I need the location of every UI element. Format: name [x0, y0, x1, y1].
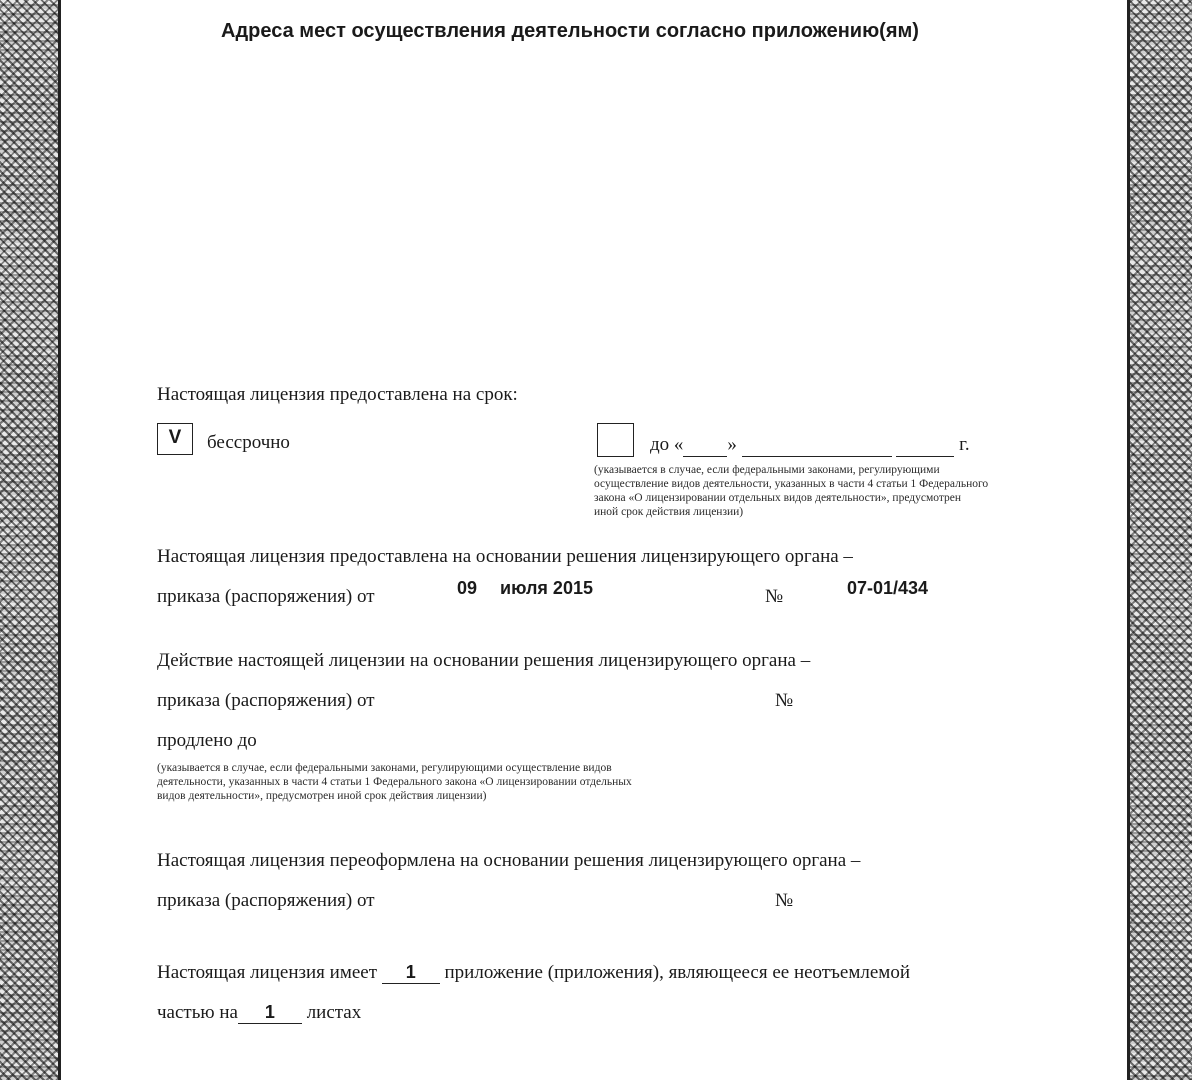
- until-month-blank: [742, 434, 892, 457]
- term-note-line: иной срок действия лицензии): [594, 506, 744, 518]
- until-prefix: до «: [650, 434, 684, 455]
- extension-note-line: видов деятельности», предусмотрен иной срок действия лицензии): [157, 790, 487, 802]
- until-day-blank: [683, 434, 727, 457]
- term-until-checkbox: [597, 423, 634, 457]
- term-until-line: [650, 434, 970, 457]
- term-note: [594, 463, 1044, 519]
- decorative-border-left: [0, 0, 61, 1080]
- basis-line1: Настоящая лицензия предоставлена на основании решения лицензирующего органа –: [157, 546, 853, 567]
- decorative-border-right: [1127, 0, 1192, 1080]
- term-note-line: (указывается в случае, если федеральными законами, регулирующими: [594, 464, 940, 476]
- extension-note-line: (указывается в случае, если федеральными законами, регулирующими осуществление видов: [157, 762, 612, 774]
- appendix-sheets: 1: [238, 1002, 302, 1024]
- indefinite-label: бессрочно: [207, 432, 290, 453]
- until-quote-close: »: [727, 434, 737, 455]
- extension-extended: продлено до: [157, 730, 257, 751]
- term-note-line: осуществление видов деятельности, указанных в части 4 статьи 1 Федерального: [594, 478, 989, 490]
- extension-note-line: деятельности, указанных в части 4 статьи 1 Федерального закона «О лицензировании отдельных: [157, 776, 632, 788]
- extension-line2: приказа (распоряжения) от: [157, 690, 375, 711]
- extension-line1: Действие настоящей лицензии на основании решения лицензирующего органа –: [157, 650, 811, 671]
- reissue-line1: Настоящая лицензия переоформлена на основании решения лицензирующего органа –: [157, 850, 861, 871]
- basis-line2: приказа (распоряжения) от: [157, 586, 375, 607]
- checkbox-mark: V: [168, 427, 182, 448]
- appendix-line1: [157, 962, 910, 984]
- appendix-line2: [157, 1002, 361, 1024]
- basis-month-year: июля 2015: [500, 578, 593, 598]
- indefinite-checkbox: [157, 423, 193, 455]
- appendix-line2-suffix: листах: [306, 1002, 362, 1023]
- reissue-line2: приказа (распоряжения) от: [157, 890, 375, 911]
- extension-number-sign: №: [775, 690, 794, 711]
- appendix-line2-prefix: частью на: [157, 1002, 238, 1023]
- basis-day: 09: [457, 578, 478, 598]
- basis-number: 07-01/434: [847, 578, 929, 598]
- appendix-count: 1: [382, 962, 440, 984]
- appendix-line1-prefix: Настоящая лицензия имеет: [157, 962, 378, 983]
- until-year-suffix: г.: [959, 434, 970, 455]
- basis-number-sign: №: [765, 586, 784, 607]
- reissue-number-sign: №: [775, 890, 794, 911]
- page-heading: Адреса мест осуществления деятельности согласно приложению(ям): [221, 20, 919, 42]
- extension-note: [157, 761, 757, 803]
- term-label: Настоящая лицензия предоставлена на срок:: [157, 384, 518, 405]
- term-note-line: закона «О лицензировании отдельных видов деятельности», предусмотрен: [594, 492, 962, 504]
- until-year-blank: [896, 434, 954, 457]
- appendix-line1-suffix: приложение (приложения), являющееся ее неотъемлемой: [444, 962, 910, 983]
